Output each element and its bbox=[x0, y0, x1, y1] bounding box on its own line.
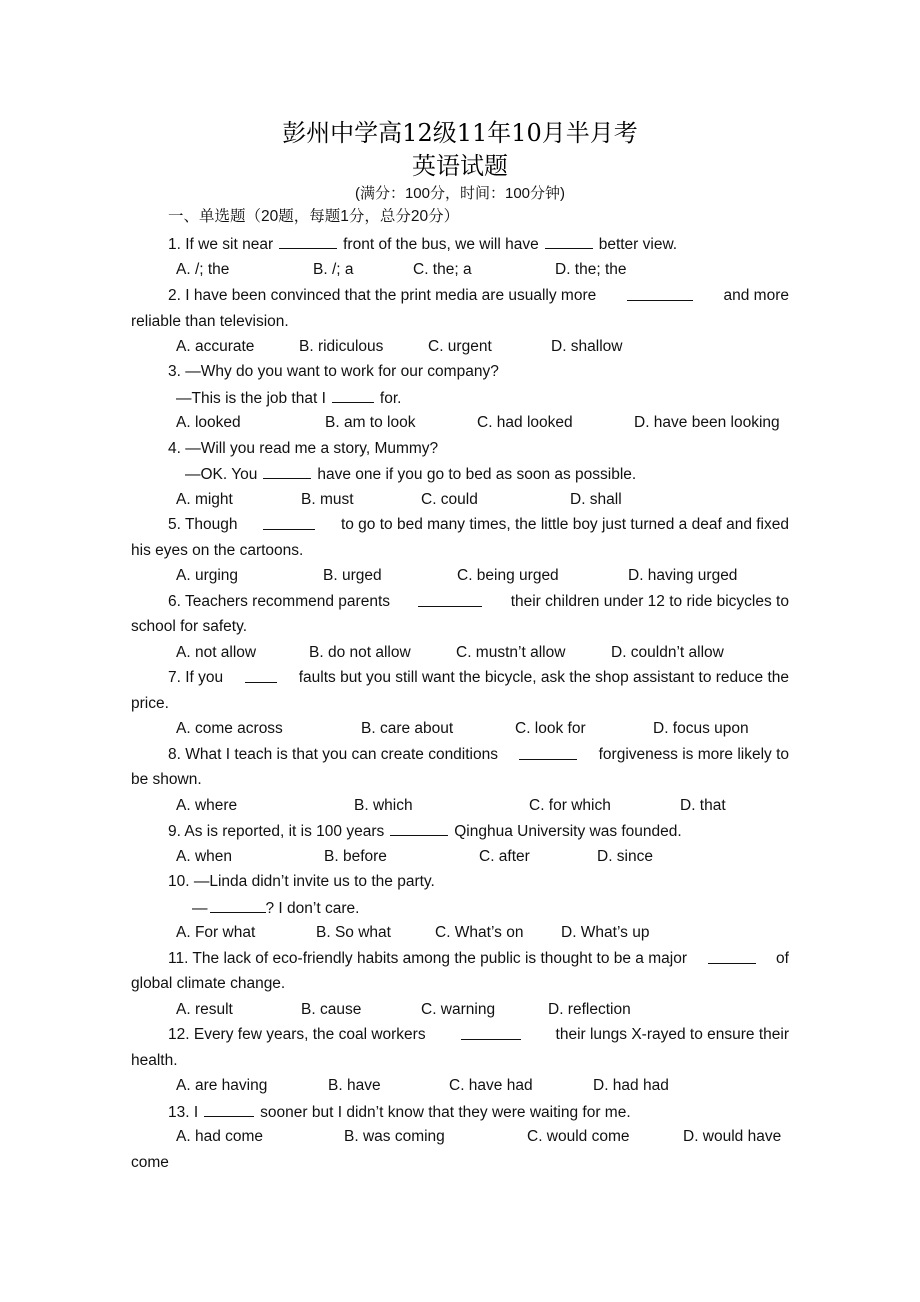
option-b[interactable]: B. before bbox=[324, 848, 387, 865]
question-8-cont: be shown. bbox=[131, 771, 202, 788]
option-b[interactable]: B. So what bbox=[316, 924, 391, 941]
answer-blank[interactable] bbox=[418, 592, 482, 607]
q-text: 7. If you bbox=[168, 669, 224, 686]
option-c[interactable]: C. urgent bbox=[428, 338, 492, 355]
answer-blank[interactable] bbox=[519, 745, 577, 760]
answer-blank[interactable] bbox=[204, 1102, 254, 1117]
option-a[interactable]: A. when bbox=[176, 848, 233, 865]
option-d[interactable]: D. would have bbox=[683, 1128, 782, 1145]
q-text: 13. I bbox=[168, 1104, 199, 1121]
option-a[interactable]: A. For what bbox=[176, 924, 256, 941]
option-a[interactable]: A. urging bbox=[176, 567, 239, 584]
q-text: front of the bus, we will have bbox=[343, 236, 539, 253]
q-text: 8. What I teach is that you can create conditions bbox=[168, 746, 498, 763]
q-text: their children under 12 to ride bicycles to bbox=[510, 593, 789, 610]
question-12 bbox=[168, 1025, 789, 1045]
option-d[interactable]: D. focus upon bbox=[653, 720, 749, 737]
answer-blank[interactable] bbox=[263, 515, 315, 530]
question-5 bbox=[168, 515, 789, 535]
option-b[interactable]: B. ridiculous bbox=[299, 338, 384, 355]
question-10: 10. —Linda didn’t invite us to the party. bbox=[168, 873, 435, 890]
option-c[interactable]: C. What’s on bbox=[435, 924, 524, 941]
q-text: 6. Teachers recommend parents bbox=[168, 593, 390, 610]
q-text: 5. Though bbox=[168, 516, 238, 533]
option-b[interactable]: B. which bbox=[354, 797, 413, 814]
option-c[interactable]: C. mustn’t allow bbox=[456, 644, 566, 661]
q-text: faults but you still want the bicycle, ask the shop assistant to reduce the bbox=[298, 669, 789, 686]
option-c[interactable]: C. would come bbox=[527, 1128, 630, 1145]
option-d[interactable]: D. have been looking bbox=[634, 414, 780, 431]
q-number: 1. bbox=[168, 236, 181, 253]
question-1 bbox=[168, 234, 677, 255]
option-a[interactable]: A. looked bbox=[176, 414, 241, 431]
question-8 bbox=[168, 745, 789, 765]
option-c[interactable]: C. warning bbox=[421, 1001, 496, 1018]
q-text: If we sit near bbox=[185, 236, 274, 253]
q-text: have one if you go to bed as soon as possible. bbox=[317, 466, 637, 483]
option-c[interactable]: C. the; a bbox=[413, 261, 472, 278]
answer-blank[interactable] bbox=[263, 464, 311, 479]
question-5-cont: his eyes on the cartoons. bbox=[131, 542, 304, 559]
question-3: 3. —Why do you want to work for our company? bbox=[168, 363, 499, 380]
option-a[interactable]: A. had come bbox=[176, 1128, 264, 1145]
option-a[interactable]: A. /; the bbox=[176, 261, 230, 278]
option-c[interactable]: C. being urged bbox=[457, 567, 559, 584]
q-text: —This is the job that I bbox=[176, 390, 326, 407]
q-text: 11. The lack of eco-friendly habits among the public is thought to be a major bbox=[168, 950, 687, 967]
answer-blank[interactable] bbox=[708, 949, 756, 964]
q-text: 9. As is reported, it is 100 years bbox=[168, 823, 385, 840]
question-11 bbox=[168, 949, 789, 969]
option-b[interactable]: B. have bbox=[328, 1077, 381, 1094]
q-text: sooner but I didn’t know that they were waiting for me. bbox=[260, 1104, 631, 1121]
option-c[interactable]: C. for which bbox=[529, 797, 611, 814]
option-a[interactable]: A. not allow bbox=[176, 644, 257, 661]
question-7-cont: price. bbox=[131, 695, 169, 712]
q-text: — bbox=[192, 900, 208, 917]
q-text: their lungs X-rayed to ensure their bbox=[555, 1026, 789, 1043]
question-13-cont: come bbox=[131, 1154, 169, 1171]
q-text: forgiveness is more likely to bbox=[598, 746, 789, 763]
question-6 bbox=[168, 592, 789, 612]
answer-blank[interactable] bbox=[390, 821, 448, 836]
question-2 bbox=[168, 286, 789, 306]
option-d[interactable]: D. shall bbox=[570, 491, 622, 508]
exam-title: 彭州中学高12级11年10月半月考 bbox=[282, 119, 638, 147]
question-10-reply bbox=[192, 898, 359, 919]
question-6-cont: school for safety. bbox=[131, 618, 248, 635]
option-b[interactable]: B. must bbox=[301, 491, 354, 508]
section-heading: 一、单选题（20题，每题1分，总分20分） bbox=[168, 208, 460, 225]
question-11-cont: global climate change. bbox=[131, 975, 286, 992]
option-d[interactable]: D. couldn’t allow bbox=[611, 644, 724, 661]
answer-blank[interactable] bbox=[279, 234, 337, 249]
option-a[interactable]: A. come across bbox=[176, 720, 283, 737]
exam-meta: (满分：100分，时间：100分钟) bbox=[354, 185, 566, 202]
option-c[interactable]: C. had looked bbox=[477, 414, 573, 431]
answer-blank[interactable] bbox=[461, 1025, 521, 1040]
option-d[interactable]: D. reflection bbox=[548, 1001, 631, 1018]
option-a[interactable]: A. are having bbox=[176, 1077, 268, 1094]
option-b[interactable]: B. was coming bbox=[344, 1128, 445, 1145]
answer-blank[interactable] bbox=[332, 388, 374, 403]
option-d[interactable]: D. What’s up bbox=[561, 924, 650, 941]
option-d[interactable]: D. that bbox=[680, 797, 726, 814]
option-d[interactable]: D. the; the bbox=[555, 261, 627, 278]
question-7 bbox=[168, 668, 789, 688]
q-text: ? I don’t care. bbox=[265, 900, 360, 917]
q-text: better view. bbox=[598, 236, 678, 253]
option-c[interactable]: C. after bbox=[479, 848, 530, 865]
q-text: to go to bed many times, the little boy just turned a deaf and fixed bbox=[340, 516, 789, 533]
option-c[interactable]: C. could bbox=[421, 491, 478, 508]
option-a[interactable]: A. accurate bbox=[176, 338, 255, 355]
question-2-cont: reliable than television. bbox=[131, 313, 289, 330]
q-text: 12. Every few years, the coal workers bbox=[168, 1026, 426, 1043]
option-c[interactable]: C. look for bbox=[515, 720, 586, 737]
q-text: I have been convinced that the print media are usually more bbox=[185, 287, 597, 304]
option-b[interactable]: B. cause bbox=[301, 1001, 362, 1018]
q-text: for. bbox=[379, 390, 402, 407]
question-3-reply bbox=[176, 388, 401, 409]
exam-subject-title: 英语试题 bbox=[412, 152, 508, 180]
option-d[interactable]: D. having urged bbox=[628, 567, 738, 584]
option-b[interactable]: B. urged bbox=[323, 567, 382, 584]
q-text: of bbox=[776, 950, 789, 967]
question-13 bbox=[168, 1102, 631, 1123]
answer-blank[interactable] bbox=[245, 668, 277, 683]
answer-blank[interactable] bbox=[210, 898, 266, 913]
q-text: and more bbox=[723, 287, 789, 304]
q-text: —OK. You bbox=[185, 466, 258, 483]
answer-blank[interactable] bbox=[627, 286, 693, 301]
option-d[interactable]: D. since bbox=[597, 848, 653, 865]
question-4: 4. —Will you read me a story, Mummy? bbox=[168, 440, 439, 457]
option-b[interactable]: B. do not allow bbox=[309, 644, 411, 661]
option-b[interactable]: B. care about bbox=[361, 720, 454, 737]
option-d[interactable]: D. shallow bbox=[551, 338, 623, 355]
option-b[interactable]: B. /; a bbox=[313, 261, 354, 278]
option-a[interactable]: A. might bbox=[176, 491, 233, 508]
option-d[interactable]: D. had had bbox=[593, 1077, 669, 1094]
question-4-reply bbox=[185, 464, 636, 485]
option-b[interactable]: B. am to look bbox=[325, 414, 416, 431]
answer-blank[interactable] bbox=[545, 234, 593, 249]
question-9 bbox=[168, 821, 682, 842]
option-a[interactable]: A. where bbox=[176, 797, 238, 814]
option-c[interactable]: C. have had bbox=[449, 1077, 533, 1094]
q-number: 2. bbox=[168, 287, 181, 304]
question-12-cont: health. bbox=[131, 1052, 178, 1069]
option-a[interactable]: A. result bbox=[176, 1001, 233, 1018]
q-text: Qinghua University was founded. bbox=[454, 823, 682, 840]
